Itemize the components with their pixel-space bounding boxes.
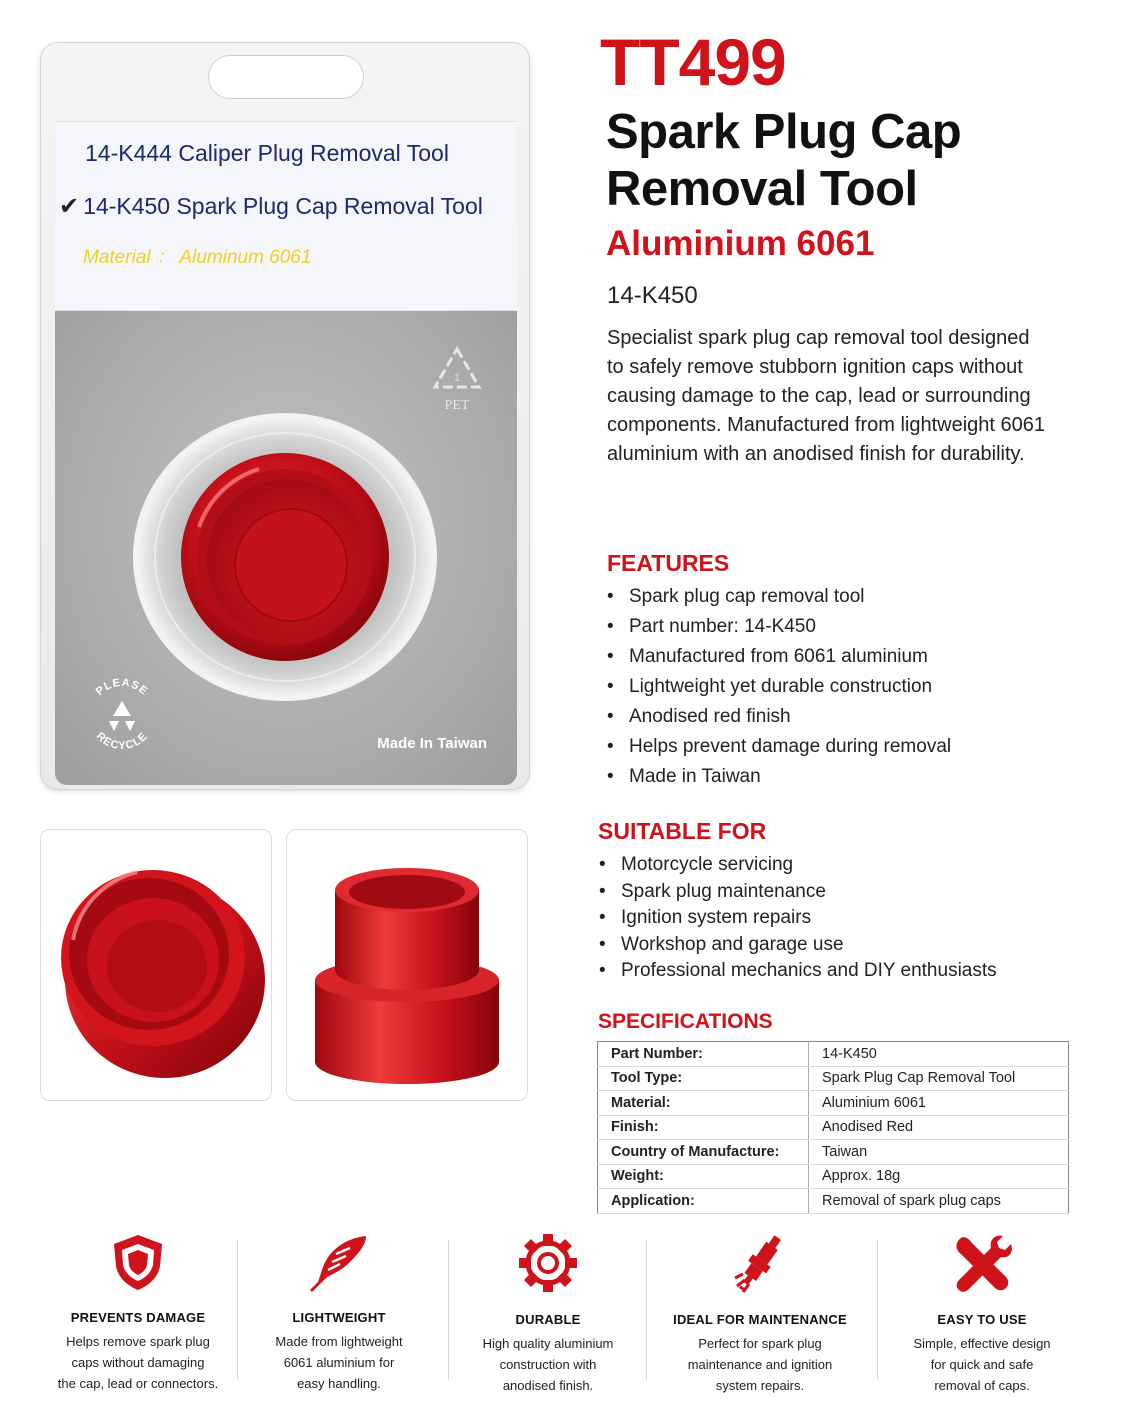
list-item: • Professional mechanics and DIY enthusiasts [621,959,997,986]
tools-icon [951,1232,1013,1294]
table-row [598,1091,1069,1116]
feature-text: Made from lightweight 6061 aluminium for easy handling. [275,1334,403,1391]
svg-text:1: 1 [454,373,460,384]
list-item: • Spark plug cap removal tool [629,585,951,615]
feature-text: Helps remove spark plug caps without damaging the cap, lead or connectors. [57,1334,219,1391]
feature-easy-to-use [886,1232,1078,1396]
list-item: • Workshop and garage use [621,933,997,960]
red-cup-angled-image [41,830,273,1102]
spec-key: Finish: [598,1115,809,1140]
feather-icon [306,1232,372,1292]
features-heading: FEATURES [607,550,730,576]
spec-key: Tool Type: [598,1066,809,1091]
blister-pack-image [40,42,530,790]
divider [237,1240,238,1380]
divider [646,1240,647,1380]
list-item: • Lightweight yet durable construction [629,675,951,705]
feature-title: DURABLE [515,1312,581,1327]
feature-text: Perfect for spark plug maintenance and ignition system repairs. [687,1336,833,1393]
checkmark-icon: ✔ [59,193,80,220]
product-thumbnail-1[interactable] [40,829,272,1101]
table-row [598,1164,1069,1189]
features-list [629,585,951,795]
svg-text:RECYCLE: RECYCLE [93,730,151,753]
spec-value: Taiwan [809,1140,1069,1165]
spark-plug-icon [729,1232,791,1294]
red-cup-side-image [287,830,529,1102]
product-thumbnail-2[interactable] [286,829,528,1101]
feature-title: EASY TO USE [937,1312,1027,1327]
pack-label-line-1: 14-K444 Caliper Plug Removal Tool [85,140,449,166]
list-item: • Part number: 14-K450 [629,615,951,645]
spec-key: Material: [598,1091,809,1116]
spec-key: Part Number: [598,1042,809,1067]
table-row [598,1042,1069,1067]
list-item: • Manufactured from 6061 aluminium [629,645,951,675]
table-row [598,1140,1069,1165]
gear-icon [517,1232,579,1294]
feature-durable [456,1232,640,1396]
please-recycle-icon [79,673,165,759]
product-material: Aluminium 6061 [606,224,875,263]
product-description: Specialist spark plug cap removal tool designed to safely remove stubborn ignition caps without causing damage to the cap, lead or surrounding components. Manufactured from lightweight 6061 aluminium with an anodised finish for durability. [607,327,1046,465]
spec-key: Application: [598,1189,809,1214]
feature-prevents-damage [38,1232,238,1394]
list-item: • Ignition system repairs [621,906,997,933]
feature-ideal-for-maintenance [650,1232,870,1396]
part-number: 14-K450 [607,282,698,309]
pack-label-line-2 [59,192,483,221]
feature-title: IDEAL FOR MAINTENANCE [673,1312,847,1327]
specifications-table [597,1041,1069,1214]
list-item: • Motorcycle servicing [621,853,997,880]
pack-label-card [55,121,517,311]
spec-value: Anodised Red [809,1115,1069,1140]
feature-lightweight [246,1232,432,1394]
spec-value: Approx. 18g [809,1164,1069,1189]
product-in-bubble [129,407,441,705]
feature-title: LIGHTWEIGHT [292,1310,386,1325]
product-code: TT499 [600,25,786,99]
list-item: • Made in Taiwan [629,765,951,795]
svg-text:PLEASE: PLEASE [93,676,151,698]
spec-value: Removal of spark plug caps [809,1189,1069,1214]
hang-hole [208,55,364,99]
pack-label-line-2-text: 14-K450 Spark Plug Cap Removal Tool [83,193,483,219]
pet-label: PET [444,398,470,413]
spec-key: Weight: [598,1164,809,1189]
suitable-for-list [621,853,997,986]
made-in-taiwan-label: Made In Taiwan [377,735,487,752]
suitable-for-heading: SUITABLE FOR [598,818,767,844]
list-item: • Anodised red finish [629,705,951,735]
feature-title: PREVENTS DAMAGE [70,1310,206,1325]
table-row [598,1189,1069,1214]
divider [448,1240,449,1380]
spec-value: Aluminium 6061 [809,1091,1069,1116]
spec-value: Spark Plug Cap Removal Tool [809,1066,1069,1091]
feature-text: Simple, effective design for quick and safe removal of caps. [913,1336,1051,1393]
table-row [598,1115,1069,1140]
table-row [598,1066,1069,1091]
product-title: Spark Plug Cap Removal Tool [606,105,962,216]
pack-label-material: Material ： Aluminum 6061 [83,247,312,268]
spec-key: Country of Manufacture: [598,1140,809,1165]
pack-backing [55,311,517,785]
divider [877,1240,878,1380]
list-item: • Helps prevent damage during removal [629,735,951,765]
feature-text: High quality aluminium construction with anodised finish. [482,1336,614,1393]
spec-value: 14-K450 [809,1042,1069,1067]
list-item: • Spark plug maintenance [621,880,997,907]
shield-icon [110,1232,166,1292]
specifications-heading: SPECIFICATIONS [598,1010,773,1033]
